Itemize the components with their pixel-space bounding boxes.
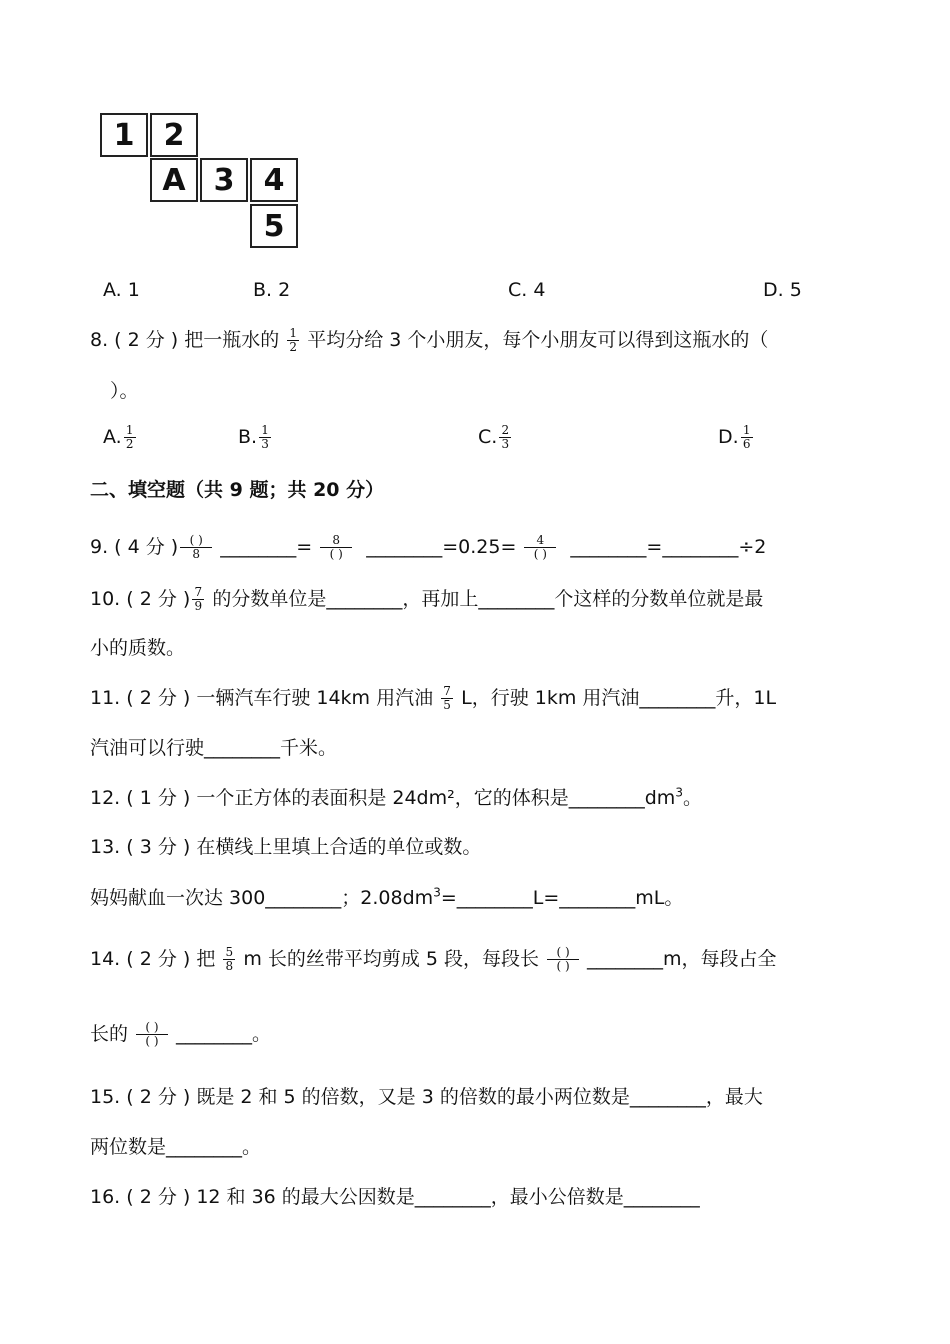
- q7-option-b[interactable]: B. 2: [253, 279, 291, 301]
- net-cell-3: 3: [200, 158, 248, 202]
- question-14-line2: 长的 $\frac{( )}{( )}$ ________。: [90, 1020, 272, 1048]
- q14-blank-1[interactable]: ________m，每段占全: [587, 948, 777, 970]
- q14-fraction-1: $\frac{5}{8}$: [223, 946, 235, 973]
- q14-fraction-3: $\frac{( )}{( )}$: [136, 1021, 168, 1048]
- q11-fraction: $\frac{7}{5}$: [441, 685, 453, 712]
- q10-fraction: $\frac{7}{9}$: [192, 586, 204, 613]
- net-cell-2: 2: [150, 113, 198, 157]
- q9-fraction-3: $\frac{4}{( )}$: [524, 534, 556, 561]
- net-cell-a: A: [150, 158, 198, 202]
- question-14: 14. ( 2 分 ) 把 $\frac{5}{8}$ m 长的丝带平均剪成 5 段，每段长 $\frac{( )}{( )}$ ________m，每段占全: [90, 945, 777, 973]
- q8-option-d[interactable]: D. $\frac{1}{6}$: [718, 424, 755, 451]
- question-12[interactable]: 12. ( 1 分 ) 一个正方体的表面积是 24dm²，它的体积是$\_\_\_\_\_\_\_\_dm^3$。: [90, 785, 702, 809]
- net-cell-5: 5: [250, 204, 298, 248]
- question-13: 13. ( 3 分 ) 在横线上里填上合适的单位或数。: [90, 836, 482, 858]
- question-11-line2[interactable]: 汽油可以行驶________千米。: [90, 737, 338, 759]
- q9-fraction-2: $\frac{8}{( )}$: [320, 534, 352, 561]
- q11-text[interactable]: L，行驶 1km 用汽油________升，1L: [461, 687, 777, 709]
- q7-option-c[interactable]: C. 4: [508, 279, 546, 301]
- q8-prefix: 8. ( 2 分 ) 把一瓶水的: [90, 329, 280, 351]
- q9-blank-3[interactable]: ________=________÷2: [570, 536, 767, 558]
- section-2-heading: 二、填空题（共 9 题；共 20 分）: [90, 479, 385, 501]
- net-cell-4: 4: [250, 158, 298, 202]
- q8-option-b[interactable]: B. $\frac{1}{3}$: [238, 424, 273, 451]
- q10-text[interactable]: 的分数单位是________，再加上________个这样的分数单位就是最: [212, 588, 764, 610]
- q9-fraction-1: $\frac{( )}{8}$: [180, 534, 212, 561]
- question-10: 10. ( 2 分 ) $\frac{7}{9}$ 的分数单位是________，再加上________个这样的分数单位就是最: [90, 585, 764, 613]
- q9-blank-2[interactable]: ________=0.25=: [366, 536, 517, 558]
- question-8-line2: ）。: [110, 380, 139, 402]
- question-11: 11. ( 2 分 ) 一辆汽车行驶 14km 用汽油 $\frac{7}{5}$ L，行驶 1km 用汽油________升，1L: [90, 684, 777, 712]
- net-cell-1: 1: [100, 113, 148, 157]
- q8-option-c[interactable]: C. $\frac{2}{3}$: [478, 424, 513, 451]
- question-15[interactable]: 15. ( 2 分 ) 既是 2 和 5 的倍数，又是 3 的倍数的最小两位数是________，最大: [90, 1086, 763, 1108]
- q8-fraction: $\frac{1}{2}$: [287, 327, 299, 354]
- q8-option-a[interactable]: A. $\frac{1}{2}$: [103, 424, 138, 451]
- question-8: [90, 326, 768, 354]
- question-13-line2[interactable]: 妈妈献血一次达 300________；$2.08dm^3=\_\_\_\_\_\_\_\_L=\_\_\_\_\_\_\_\_mL$。: [90, 885, 684, 909]
- q14-blank-2[interactable]: ________。: [176, 1023, 272, 1045]
- q7-option-d[interactable]: D. 5: [763, 279, 802, 301]
- q9-blank-1[interactable]: ________=: [220, 536, 313, 558]
- q14-fraction-2: $\frac{( )}{( )}$: [547, 946, 579, 973]
- question-10-line2: 小的质数。: [90, 637, 186, 659]
- question-16[interactable]: 16. ( 2 分 ) 12 和 36 的最大公因数是________，最小公倍数是________: [90, 1186, 700, 1208]
- question-15-line2[interactable]: 两位数是________。: [90, 1136, 262, 1158]
- question-9: 9. ( 4 分 ) $\frac{( )}{8}$ ________= $\frac{8}{( )}$ ________=0.25= $\frac{4}{( )}$ ________=________÷2: [90, 533, 767, 561]
- q7-option-a[interactable]: A. 1: [103, 279, 140, 301]
- q8-suffix: 平均分给 3 个小朋友，每个小朋友可以得到这瓶水的（: [307, 329, 769, 351]
